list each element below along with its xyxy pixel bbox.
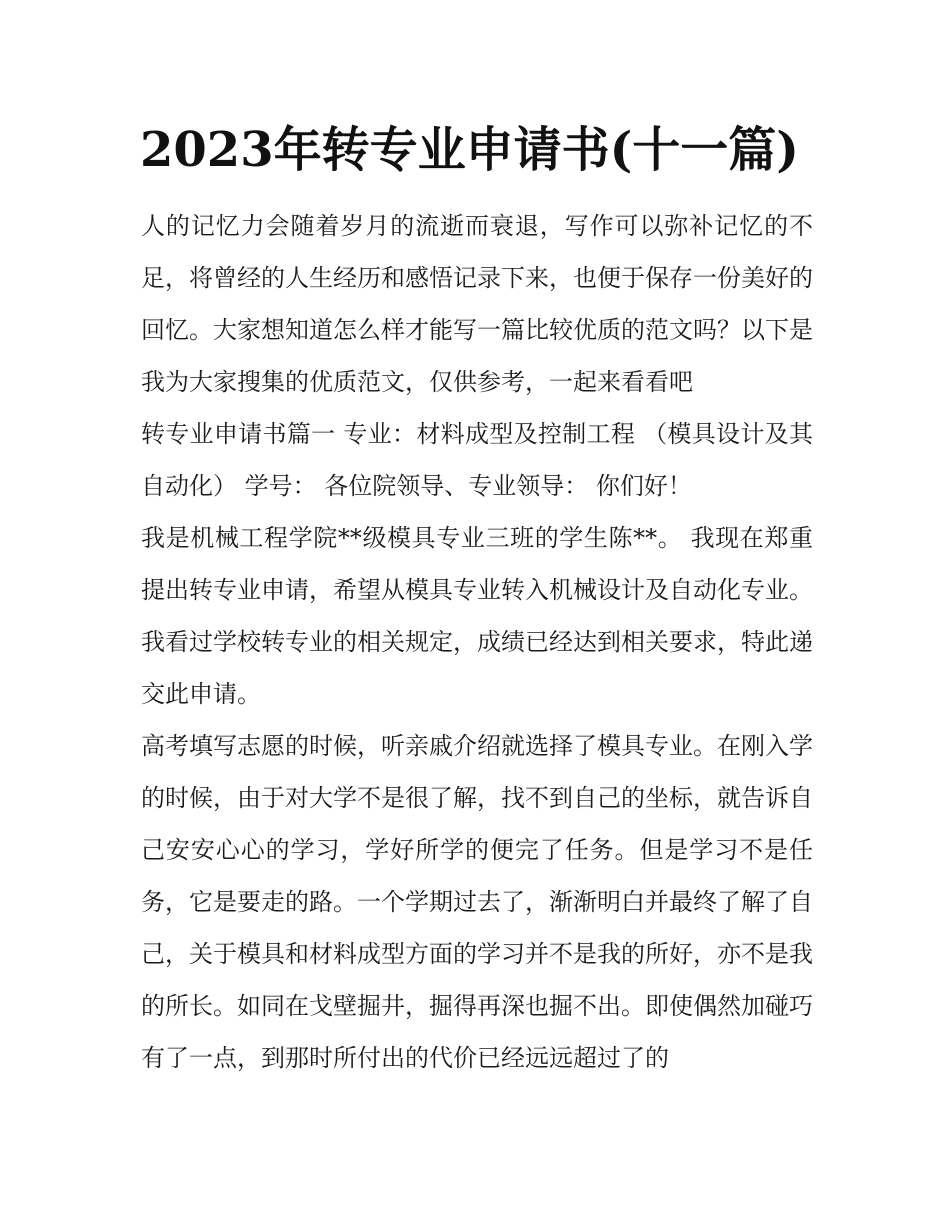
document-body <box>141 200 813 1084</box>
paragraph-intro: 人的记忆力会随着岁月的流逝而衰退，写作可以弥补记忆的不足，将曾经的人生经历和感悟记录下来，也便于保存一份美好的回忆。大家想知道怎么样才能写一篇比较优质的范文吗？以下是我为大家搜集的优质范文，仅供参考，一起来看看吧 <box>141 212 813 396</box>
paragraph-self-introduction: 我是机械工程学院**级模具专业三班的学生陈**。 我现在郑重提出转专业申请，希望从模具专业转入机械设计及自动化专业。 <box>141 524 813 604</box>
page-title: 2023年转专业申请书(十一篇) <box>140 122 800 178</box>
paragraph-eligibility: 我看过学校转专业的相关规定，成绩已经达到相关要求，特此递交此申请。 <box>141 628 813 708</box>
paragraph-reason: 高考填写志愿的时候，听亲戚介绍就选择了模具专业。在刚入学的时候，由于对大学不是很了解，找不到自己的坐标，就告诉自己安安心心的学习，学好所学的便完了任务。但是学习不是任务，它是要走的路。一个学期过去了，渐渐明白并最终了解了自己，关于模具和材料成型方面的学习并不是我的所好，亦不是我的所长。如同在戈壁掘井，掘得再深也掘不出。即使偶然加碰巧有了一点，到那时所付出的代价已经远远超过了的 <box>141 732 813 1072</box>
paragraph-header-info: 转专业申请书篇一 专业：材料成型及控制工程 （模具设计及其自动化） 学号： 各位院领导、专业领导： 你们好！ <box>141 420 813 500</box>
